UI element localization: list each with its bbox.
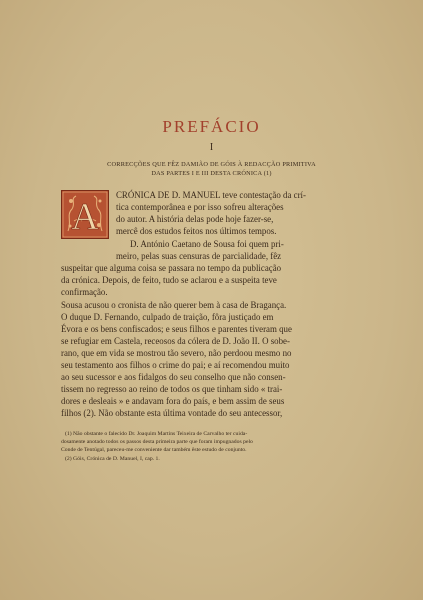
body-line: filhos (2). Não obstante esta última vontade do seu antecessor, [61, 408, 283, 418]
body-line: do autor. A história delas pode hoje fazer-se, [116, 214, 274, 224]
footnote-line: Conde de Tentúgal, pareceu-me conveniente dar também êste estudo de conjunto. [61, 447, 247, 453]
body-line: ao seu sucessor e aos fidalgos do seu conselho que não consen- [61, 372, 286, 382]
footnote-line: (1) Não obstante o falecido Dr. Joaquim Martins Teixeira de Carvalho ter cuida- [65, 431, 248, 437]
body-line: Sousa acusou o cronista de não querer bem à casa de Bragança. [61, 300, 287, 310]
body-line: tica contemporânea e por isso sofreu alterações [116, 202, 284, 212]
footnote-line: dosamente anotado todos os passos desta primeira parte que foram impugnados pelo [61, 439, 253, 445]
footnote-line: (2) Góis, Crónica de D. Manuel, I, cap. 1. [65, 456, 160, 462]
body-line: rano, que em vida se mostrou tão severo, não perdoou mesmo no [61, 348, 292, 358]
body-line: D. António Caetano de Sousa foi quem pri- [130, 239, 284, 249]
body-line: mercê dos estudos feitos nos últimos tempos. [116, 226, 277, 236]
body-line: da crónica. Depois, de feito, tudo se aclarou e a suspeita teve [61, 275, 277, 285]
body-line: se refugiar em Castela, receosos da cólera de D. João II. O sobe- [61, 336, 290, 346]
svg-text:A: A [71, 196, 99, 238]
body-line: O duque D. Fernando, culpado de traição, fôra justiçado em [61, 312, 274, 322]
body-line: Évora e os bens confiscados; e seus filhos e parentes tiveram que [61, 324, 292, 334]
page-title: PREFÁCIO [162, 117, 261, 136]
body-line: seu testamento aos filhos o crime do pai; e aí recomendou muito [61, 360, 290, 370]
body-line: dores e desleais » e andavam fora do país, e bem assim de seus [61, 396, 285, 406]
subtitle-line-2: DAS PARTES I E III DESTA CRÓNICA (1) [151, 170, 272, 177]
body-line: tissem no regresso ao reino de todos os que tinham sido « trai- [61, 384, 283, 394]
body-line: meiro, pelas suas censuras de parcialidade, fêz [116, 251, 282, 261]
subtitle-line-1: CORRECÇÕES QUE FÊZ DAMIÃO DE GÓIS À REDACÇÃO PRIMITIVA [107, 161, 316, 168]
body-line: confirmação. [61, 287, 108, 297]
body-line: CRÓNICA DE D. MANUEL teve contestação da crí- [116, 190, 306, 200]
body-line: suspeitar que alguma coisa se passara no tempo da publicação [61, 263, 282, 273]
section-number: I [209, 142, 214, 153]
